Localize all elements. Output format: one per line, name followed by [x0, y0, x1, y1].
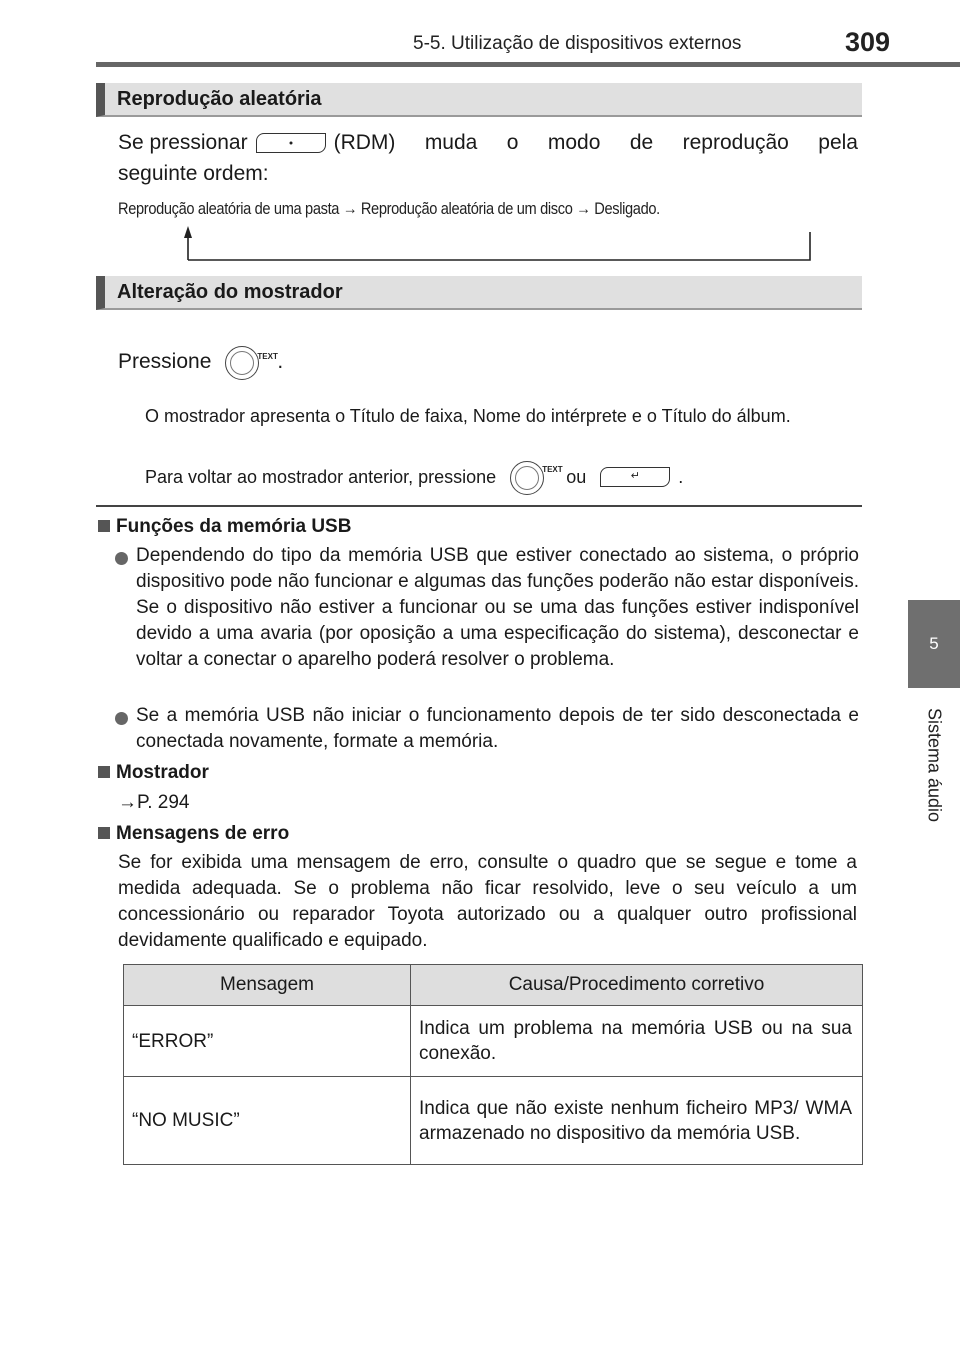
table-cell-message: “ERROR”: [124, 1006, 411, 1077]
note-heading-display-text: Mostrador: [116, 762, 209, 783]
display-description: O mostrador apresenta o Título de faixa, Nome do intérprete e o Título do álbum.: [145, 406, 791, 426]
chapter-tab-label: [908, 690, 960, 840]
note-heading-display: [98, 760, 209, 786]
note-heading-usb-text: Funções da memória USB: [116, 516, 352, 537]
text-knob-icon: [508, 457, 563, 497]
random-sequence: [118, 199, 660, 219]
section-divider: [96, 505, 862, 507]
note-heading-usb: [98, 514, 351, 540]
random-line1-before: Se pressionar: [118, 131, 248, 154]
chapter-tab-label-text: Sistema áudio: [924, 707, 945, 823]
random-line-1: [118, 128, 858, 158]
sequence-step-2: Reprodução aleatória de um disco: [360, 199, 573, 218]
square-bullet-icon: [98, 766, 110, 778]
running-header-section: 5-5. Utilização de dispositivos externos: [413, 33, 742, 54]
sequence-step-1: Reprodução aleatória de uma pasta: [118, 199, 340, 218]
random-line1-after: (RDM) muda o modo de reprodução pela: [333, 131, 858, 154]
sequence-step-3: Desligado.: [594, 199, 660, 218]
header-rule: [96, 62, 960, 67]
table-header-row: [124, 965, 863, 1006]
knob-text-label: TEXT: [542, 465, 563, 474]
sequence-arrow-icon: →: [576, 199, 591, 218]
table-cell-cause: Indica um problema na memória USB ou na sua conexão.: [411, 1006, 863, 1077]
return-or: ou: [566, 466, 587, 487]
display-return-row: [145, 457, 683, 497]
bullet-dot-icon: [115, 712, 128, 725]
chapter-tab-number: 5: [908, 600, 960, 688]
usb-bullet-2: Se a memória USB não iniciar o funcionamento depois de ter sido desconectada e conectada novamente, formate a memória.: [136, 705, 859, 752]
knob-text-label: TEXT: [257, 352, 278, 361]
return-text: Para voltar ao mostrador anterior, pressione: [145, 466, 497, 487]
usb-bullet-1: Dependendo do tipo da memória USB que estiver conectado ao sistema, o próprio dispositivo pode não funcionar e algumas das funções poderão não estar disponíveis. Se o dispositivo não estiver a funcionar ou se uma das funções estiver indisponível devido a uma avaria (por oposição a uma especificação do sistema), desconectar e voltar a conectar o aparelho poderá resolver o problema.: [136, 545, 859, 670]
square-bullet-icon: [98, 827, 110, 839]
error-messages-table: [123, 964, 863, 1165]
table-header-cause: Causa/Procedimento corretivo: [411, 965, 863, 1006]
page-number: 309: [845, 27, 891, 57]
press-text-row: [118, 342, 283, 382]
table-cell-cause: Indica que não existe nenhum ficheiro MP3/ WMA armazenado no dispositivo da memória USB.: [411, 1077, 863, 1165]
sequence-loop-arrow-icon: [170, 224, 820, 264]
rdm-dot-icon: [289, 142, 292, 145]
press-label: Pressione: [118, 350, 212, 373]
table-row: [124, 1006, 863, 1077]
section-title-display: Alteração do mostrador: [96, 276, 862, 310]
return-period: .: [678, 466, 684, 487]
sequence-arrow-icon: →: [342, 199, 358, 218]
display-page-ref: →P. 294: [118, 792, 190, 813]
table-cell-message: “NO MUSIC”: [124, 1077, 411, 1165]
return-arrow-icon: ↵: [630, 469, 640, 482]
note-heading-errors: [98, 821, 289, 847]
rdm-button-icon: [256, 133, 326, 153]
bullet-dot-icon: [115, 552, 128, 565]
back-button-icon: [600, 467, 670, 487]
square-bullet-icon: [98, 520, 110, 532]
note-heading-errors-text: Mensagens de erro: [116, 823, 290, 844]
table-header-message: Mensagem: [124, 965, 411, 1006]
errors-description: Se for exibida uma mensagem de erro, consulte o quadro que se segue e tome a medida adequada. Se o problema não ficar resolvido, leve o seu veículo a um concessionário ou reparador Toyota autorizado ou a qualquer outro profissional devidamente qualificado e equipado.: [118, 852, 857, 951]
random-line-2: seguinte ordem:: [118, 162, 269, 185]
press-period: .: [277, 350, 284, 373]
table-row: [124, 1077, 863, 1165]
text-knob-icon: [223, 342, 278, 382]
section-title-random: Reprodução aleatória: [96, 83, 862, 117]
